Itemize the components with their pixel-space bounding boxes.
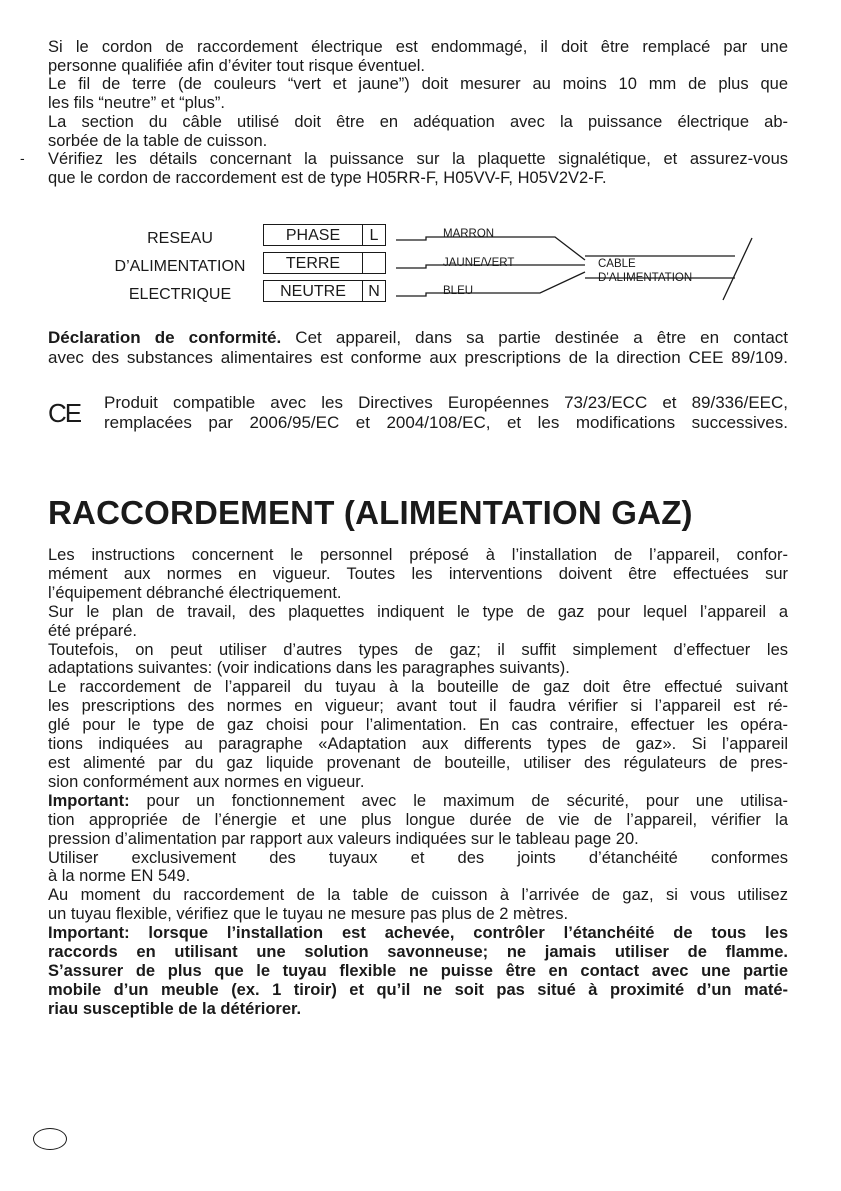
gas-line (48, 754, 788, 773)
gas-line (48, 981, 788, 1000)
wire-label-neutral: BLEU (443, 285, 474, 297)
gas-line-bold: riau susceptible de la détériorer. (48, 999, 302, 1018)
gas-paragraph (48, 546, 788, 1019)
ce-line: Produit compatible avec les Directives Européennes 73/23/ECC et 89/336/EEC, (104, 393, 788, 412)
gas-line (48, 603, 788, 622)
gas-line (48, 943, 788, 962)
gas-line (48, 697, 788, 716)
gas-line-text: tions indiquées au paragraphe «Adaptation aux differents types de gaz». Si l’appareil (48, 735, 788, 754)
network-label-line: RESEAU (147, 230, 213, 247)
ce-line: remplacées par 2006/95/EC et 2004/108/EC, et les modifications successives. (104, 413, 788, 432)
gas-line (48, 584, 788, 603)
gas-line-text: Toutefois, on peut utiliser d’autres types de gaz; il suffit simplement d’effectuer les (48, 640, 788, 659)
intro-line: personne qualifiée afin d’éviter tout risque éventuel. (48, 56, 425, 75)
gas-line (48, 867, 788, 886)
ce-paragraph (104, 393, 788, 433)
gas-line (48, 905, 788, 924)
gas-line (48, 565, 788, 584)
gas-line-text: un tuyau flexible, vérifiez que le tuyau ne mesure pas plus de 2 mètres. (48, 905, 569, 924)
gas-line-bold: S’assurer de plus que le tuyau flexible ne puisse être en contact avec une partie (48, 961, 788, 980)
gas-line-text: tion appropriée de l’énergie et une plus longue durée de vie de l’appareil, vérifier la (48, 810, 788, 829)
gas-line (48, 962, 788, 981)
gas-line (48, 622, 788, 641)
gas-line-text: sion conformément aux normes en vigueur. (48, 772, 365, 791)
gas-line-text: les prescriptions des normes en vigueur; avant tout il faudra vérifier si l’appareil est ré- (48, 697, 788, 716)
gas-line (48, 792, 788, 811)
gas-line-bold: mobile d’un meuble (ex. 1 tiroir) et qu’il ne soit pas situé à proximité d’un maté- (48, 980, 788, 999)
gas-line-bold: Important: lorsque l’installation est achevée, contrôler l’étanchéité de tous les (48, 924, 788, 943)
gas-line (48, 773, 788, 792)
earth-cell: TERRE (263, 252, 363, 274)
gas-line-text: est alimenté par du gaz liquide provenant de bouteille, utiliser des régulateurs de pres- (48, 753, 788, 772)
phase-cell: PHASE (263, 224, 363, 246)
gas-line-text: glé pour le type de gaz choisi pour l’alimentation. En cas contraire, effectuer les opéra- (48, 716, 788, 735)
gas-line-text: Sur le plan de travail, des plaquettes indiquent le type de gaz pour lequel l’appareil a (48, 602, 788, 621)
conformity-paragraph (48, 328, 788, 368)
wiring-lines (0, 220, 841, 320)
conformity-title: Déclaration de conformité. (48, 328, 282, 347)
page-language-marker (33, 1128, 67, 1150)
gas-line (48, 811, 788, 830)
cable-label-line: CABLE (598, 258, 636, 270)
intro-line: Le fil de terre (de couleurs “vert et jaune”) doit mesurer au moins 10 mm de plus que (48, 75, 788, 94)
gas-line (48, 716, 788, 735)
section-title: RACCORDEMENT (ALIMENTATION GAZ) (48, 494, 693, 531)
network-label-line: ELECTRIQUE (128, 286, 232, 303)
neutral-cell: NEUTRE (263, 280, 363, 302)
gas-line (48, 659, 788, 678)
intro-paragraph (48, 38, 788, 188)
gas-line-text: l’équipement débranché électriquement. (48, 583, 342, 602)
gas-line-text: Les instructions concernent le personnel préposé à l’installation de l’appareil, confor- (48, 546, 788, 564)
network-label-line: D’ALIMENTATION (114, 258, 246, 275)
wiring-diagram (0, 220, 841, 320)
gas-line-text: adaptations suivantes: (voir indications dans les paragraphes suivants). (48, 659, 570, 678)
conformity-line (48, 348, 788, 368)
gas-line (48, 678, 788, 697)
gas-line-text: mément aux normes en vigueur. Toutes les interventions doivent être effectuées sur (48, 564, 788, 583)
conformity-text: Cet appareil, dans sa partie destinée a être en contact (281, 328, 788, 347)
gas-line-text: pression d’alimentation par rapport aux valeurs indiquées sur le tableau page 20. (48, 829, 639, 848)
gas-line-text: à la norme EN 549. (48, 867, 191, 886)
wire-label-phase: MARRON (443, 228, 495, 240)
gas-line-text: été préparé. (48, 621, 137, 640)
cable-label-line: D’ALIMENTATION (598, 272, 693, 284)
gas-line-bold: Important: (48, 791, 130, 810)
cable-cut (723, 238, 752, 300)
intro-line: La section du câble utilisé doit être en adéquation avec la puissance électrique ab- (48, 112, 788, 131)
phase-code-cell: L (362, 224, 386, 246)
gas-line-text: Utiliser exclusivement des tuyaux et des joints d’étanchéité conformes (48, 848, 788, 867)
gas-line-text: pour un fonctionnement avec le maximum de sécurité, pour une utilisa- (129, 791, 788, 810)
conformity-text: avec des substances alimentaires est conforme aux prescriptions de la direction CEE 89/109. (48, 348, 788, 367)
gas-line (48, 735, 788, 754)
gas-line-bold: raccords en utilisant une solution savonneuse; ne jamais utiliser de flamme. (48, 943, 788, 962)
gas-line (48, 924, 788, 943)
ce-mark: CE (48, 398, 81, 428)
gas-line (48, 849, 788, 868)
intro-line: que le cordon de raccordement est de type H05RR-F, H05VV-F, H05V2V2-F. (48, 168, 607, 187)
cable-label (598, 257, 692, 285)
wire-neutral (396, 272, 585, 296)
conformity-line (48, 328, 788, 348)
gas-line (48, 1000, 788, 1019)
gas-line (48, 830, 788, 849)
neutral-code-cell: N (362, 280, 386, 302)
gas-line (48, 886, 788, 905)
gas-line (48, 641, 788, 660)
gas-line (48, 546, 788, 565)
margin-mark: - (20, 150, 25, 166)
intro-line: les fils “neutre” et “plus”. (48, 94, 225, 113)
gas-line-text: Au moment du raccordement de la table de cuisson à l’arrivée de gaz, si vous utilisez (48, 886, 788, 905)
intro-line: Si le cordon de raccordement électrique est endommagé, il doit être remplacé par une (48, 38, 788, 56)
wire-label-earth: JAUNE/VERT (443, 257, 515, 269)
intro-line: sorbée de la table de cuisson. (48, 131, 268, 150)
intro-line: Vérifiez les détails concernant la puissance sur la plaquette signalétique, et assurez-vous (48, 150, 788, 169)
gas-line-text: Le raccordement de l’appareil du tuyau à la bouteille de gaz doit être effectué suivant (48, 678, 788, 697)
